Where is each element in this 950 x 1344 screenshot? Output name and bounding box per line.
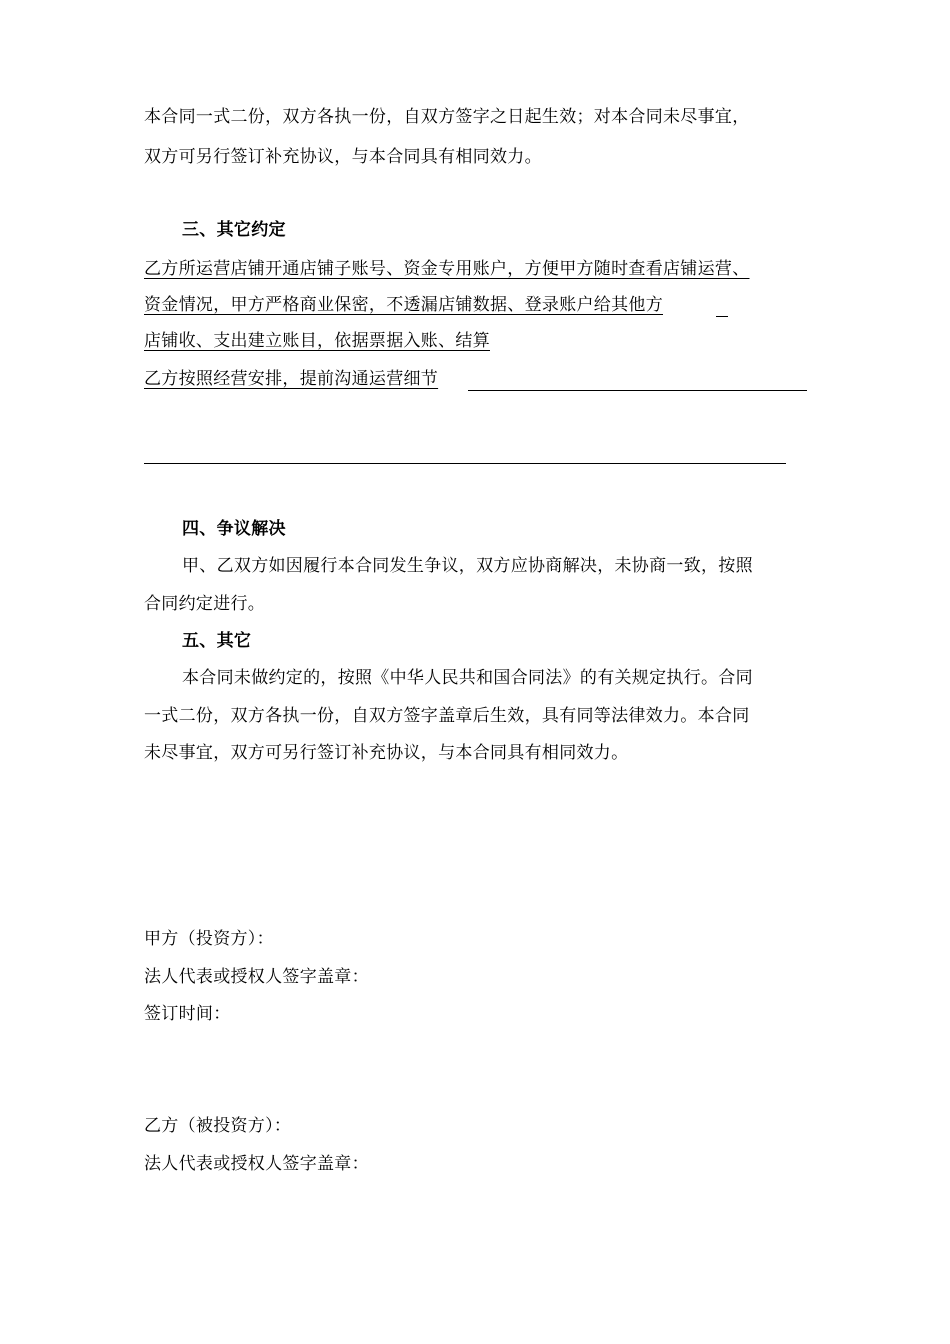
section-3-heading: 三、其它约定 xyxy=(182,220,286,240)
section-3-line-4: 乙方按照经营安排，提前沟通运营细节 xyxy=(144,369,439,389)
party-a-date: 签订时间： xyxy=(144,1004,231,1024)
section-3-line-2: 资金情况，甲方严格商业保密，不透漏店铺数据、登录账户给其他方 xyxy=(144,295,663,315)
section-4-heading: 四、争议解决 xyxy=(182,519,286,539)
party-a-label: 甲方（投资方）： xyxy=(144,929,274,949)
section-4-line-1: 甲、乙双方如因履行本合同发生争议，双方应协商解决，未协商一致，按照 xyxy=(182,556,753,576)
section-5-heading: 五、其它 xyxy=(182,631,252,651)
underline-fill-4 xyxy=(468,390,807,391)
underline-fill-2 xyxy=(716,316,728,317)
section-3-line-3: 店铺收、支出建立账目，依据票据入账、结算 xyxy=(144,331,490,351)
section-5-line-1: 本合同未做约定的，按照《中华人民共和国合同法》的有关规定执行。合同 xyxy=(182,668,753,688)
section-5-line-2: 一式二份，双方各执一份，自双方签字盖章后生效，具有同等法律效力。本合同 xyxy=(144,706,750,726)
blank-fill-line xyxy=(144,463,786,464)
party-b-signature: 法人代表或授权人签字盖章： xyxy=(144,1154,369,1174)
intro-line-2: 双方可另行签订补充协议，与本合同具有相同效力。 xyxy=(144,147,542,167)
party-b-label: 乙方（被投资方）： xyxy=(144,1116,292,1136)
party-a-signature: 法人代表或授权人签字盖章： xyxy=(144,967,369,987)
intro-line-1: 本合同一式二份，双方各执一份，自双方签字之日起生效；对本合同未尽事宜， xyxy=(144,107,750,127)
section-5-line-3: 未尽事宜，双方可另行签订补充协议，与本合同具有相同效力。 xyxy=(144,743,629,763)
section-3-line-1: 乙方所运营店铺开通店铺子账号、资金专用账户，方便甲方随时查看店铺运营、 xyxy=(144,259,750,279)
section-4-line-2: 合同约定进行。 xyxy=(144,594,266,614)
